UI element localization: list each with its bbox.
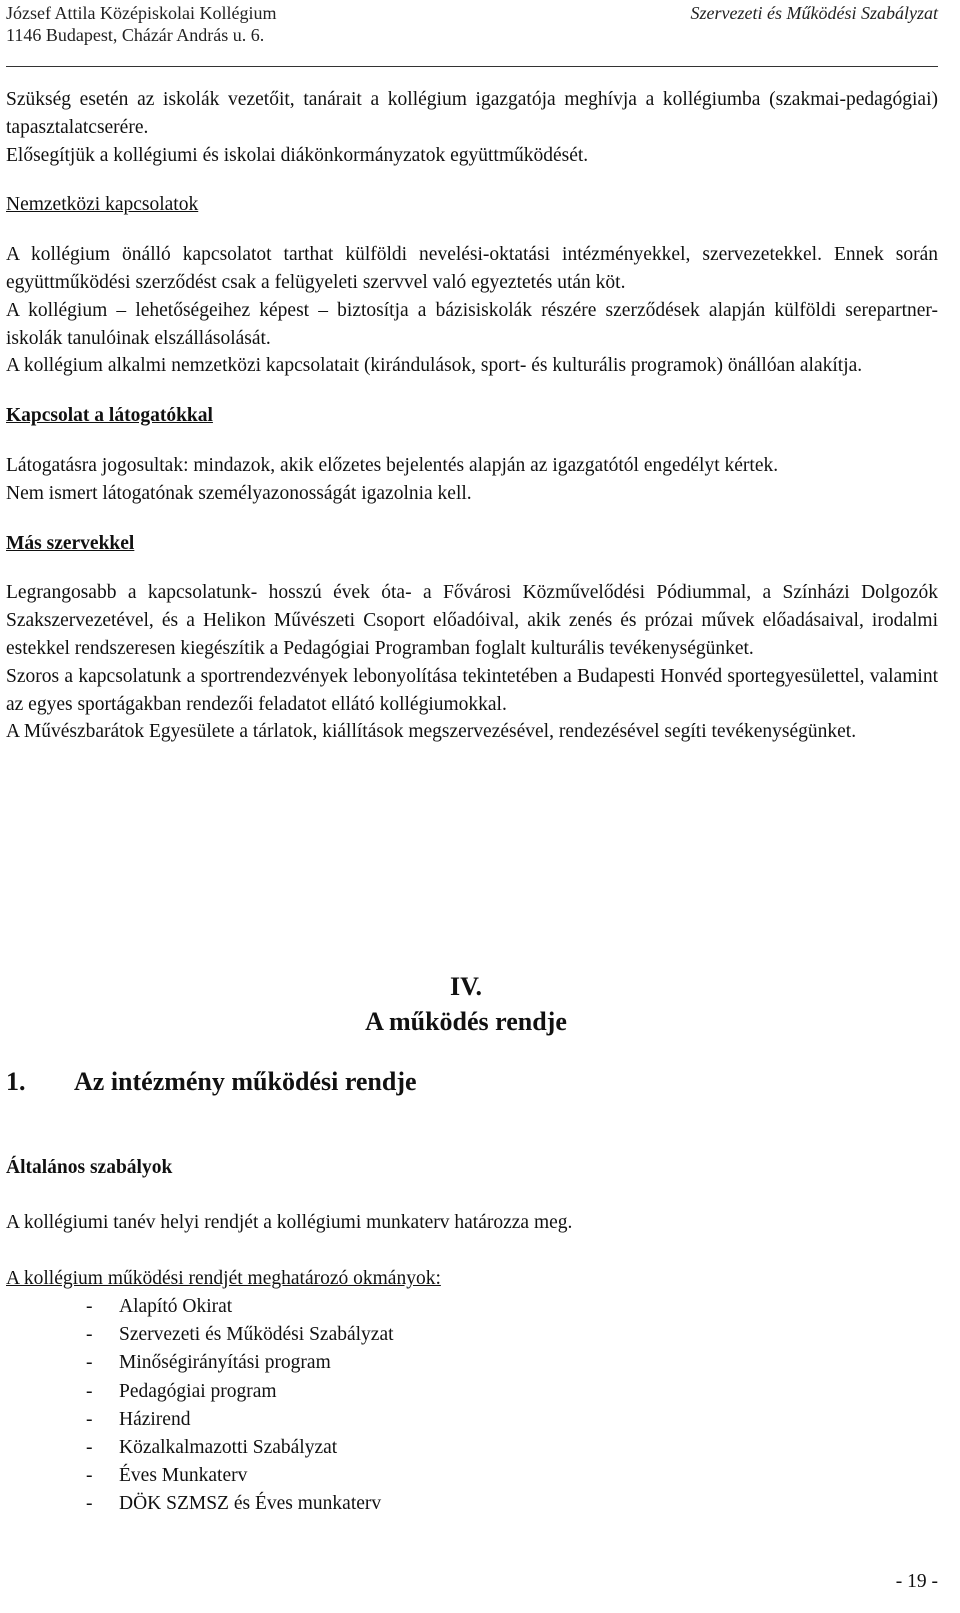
section-1-heading [6, 1065, 417, 1098]
list-item: - Pedagógiai program [86, 1380, 277, 1402]
intro-paragraph: Szükség esetén az iskolák vezetőit, tanárait a kollégium igazgatója meghívja a kollégiumba (szakmai-pedagógiai) tapasztalatcserére. [6, 89, 938, 138]
visitors-paragraph: Látogatásra jogosultak: mindazok, akik előzetes bejelentés alapján az igazgatótól engedélyt kértek. [6, 454, 779, 476]
general-heading: Általános szabályok [6, 1157, 173, 1178]
list-item: - Minőségirányítási program [86, 1352, 331, 1374]
list-item: - Alapító Okirat [86, 1296, 233, 1317]
list-item: - DÖK SZMSZ és Éves munkaterv [86, 1493, 382, 1515]
section-heading-visitors: Kapcsolat a látogatókkal [6, 405, 213, 427]
international-paragraph: A kollégium – lehetőségeihez képest – biztosítja a bázisiskolák részére szerződések alapján külföldi serepartner-iskolák tanulóinak elszállásolását. [6, 299, 938, 349]
list-item: - Éves Munkaterv [86, 1465, 248, 1487]
others-paragraph: Szoros a kapcsolatunk a sportrendezvények lebonyolítása tekintetében a Budapesti Honvéd sportegyesülettel, valamint az egyes sportágakban rendezői feladatot ellátó kollégiumokkal. [6, 665, 938, 715]
documents-list-container [6, 1293, 938, 1519]
documents-list [6, 1293, 938, 1519]
list-item: - Közalkalmazotti Szabályzat [86, 1437, 338, 1459]
intro-paragraph: Elősegítjük a kollégiumi és iskolai diákönkormányzatok együttműködését. [6, 144, 589, 166]
others-paragraph: A Művészbarátok Egyesülete a tárlatok, kiállítások megszervezésével, rendezésével segíti tevékenységünket. [6, 721, 857, 743]
others-paragraph: Legrangosabb a kapcsolatunk- hosszú évek óta- a Fővárosi Közművelődési Pódiummal, a Színházi Dolgozók Szakszervezetével, és a Helikon Művészeti Csoport előadóival, akik zenés és prózai művek előadásaival, irodalmi estekkel rendszeresen kiegészítik a Pedagógiai Programban foglalt kulturális tevékenységünket. [6, 582, 938, 659]
visitors-paragraph: Nem ismert látogatónak személyazonosságát igazolnia kell. [6, 482, 472, 504]
chapter-number: IV. [449, 972, 483, 1001]
section-heading-international: Nemzetközi kapcsolatok [6, 194, 199, 216]
section-1-title: Az intézmény működési rendje [74, 1067, 417, 1096]
page-header-left [6, 2, 276, 46]
school-name: József Attila Középiskolai Kollégium [6, 3, 277, 23]
document-title: Szervezeti és Működési Szabályzat [690, 3, 938, 23]
international-paragraph: A kollégium alkalmi nemzetközi kapcsolatait (kirándulások, sport- és kulturális programok) önállóan alakítja. [6, 355, 863, 377]
header-rule [6, 66, 938, 67]
section-1-number: 1. [6, 1067, 26, 1096]
list-item: - Házirend [86, 1408, 191, 1430]
general-paragraph: A kollégiumi tanév helyi rendjét a kollégiumi munkaterv határozza meg. [6, 1212, 573, 1233]
international-paragraph: A kollégium önálló kapcsolatot tarthat külföldi nevelési-oktatási intézményekkel, szervezetekkel. Ennek során együttműködési szerződést csak a felügyeleti szervvel való egyeztetés után köt. [6, 244, 938, 293]
section-heading-others: Más szervekkel [6, 532, 135, 554]
school-address: 1146 Budapest, Cházár András u. 6. [6, 25, 265, 45]
page-number: - 19 - [895, 1571, 938, 1592]
list-item: - Szervezeti és Működési Szabályzat [86, 1324, 394, 1346]
documents-list-heading: A kollégium működési rendjét meghatározó okmányok: [6, 1268, 441, 1289]
chapter-title: A működés rendje [365, 1007, 567, 1036]
page-body [6, 86, 938, 746]
